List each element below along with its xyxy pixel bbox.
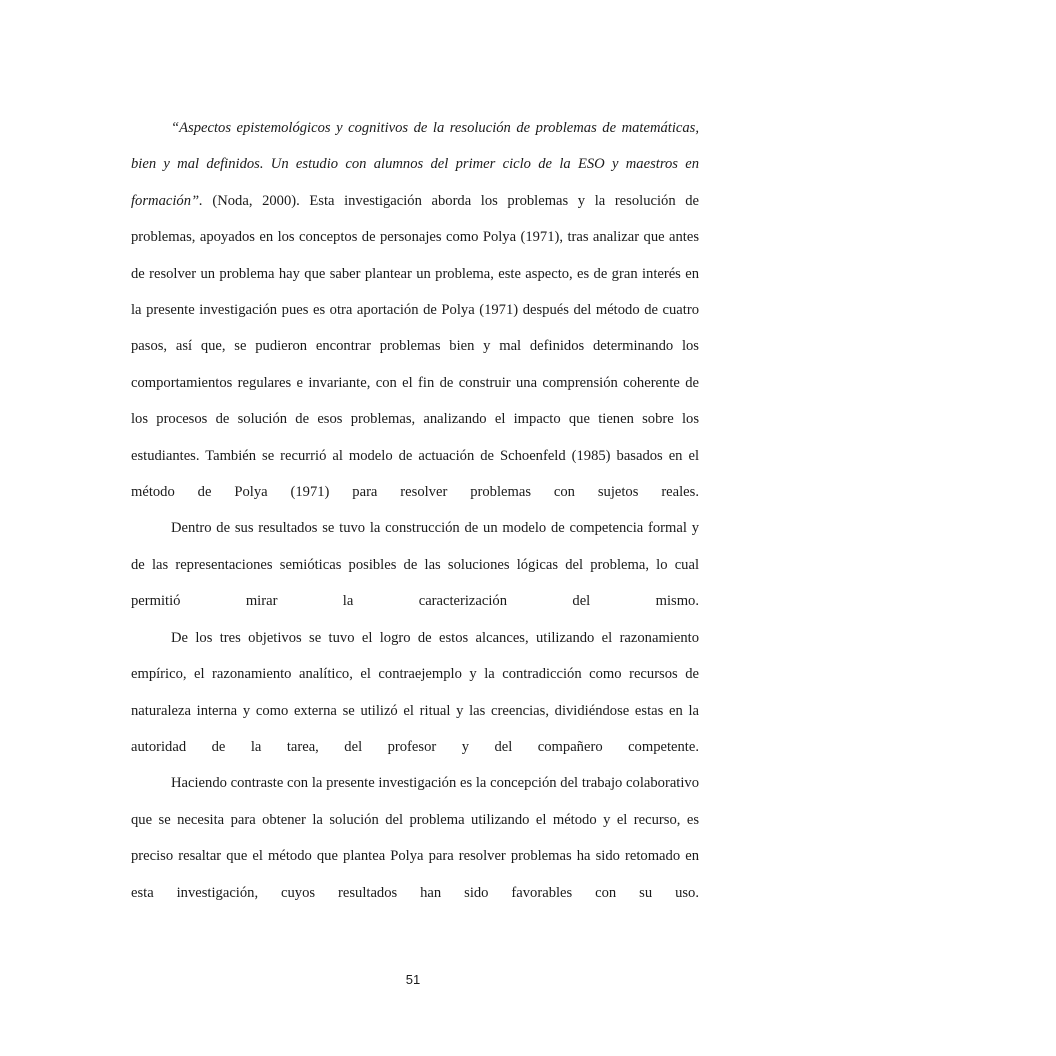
paragraph-3: De los tres objetivos se tuvo el logro de estos alcances, utilizando el razonamiento empírico, el razonamiento analítico, el contraejemplo y la contradicción como recursos de naturaleza interna y como externa se utilizó el ritual y las creencias, dividiéndose estas en la autoridad de la tarea, del profesor y del compañero competente. <box>131 629 699 755</box>
paragraph-4: Haciendo contraste con la presente investigación es la concepción del trabajo colaborativo que se necesita para obtener la solución del problema utilizando el método y el recurso, es preciso resaltar que el método que plantea Polya para resolver problemas ha sido retomado en esta investigación, cuyos resultados han sido favorables con su uso. <box>131 775 699 901</box>
cited-title: Aspectos epistemológicos y cognitivos de la resolución de problemas de matemáticas, bien y mal definidos. Un estudio con alumnos del primer ciclo de la ESO y maestros en formación <box>131 120 699 209</box>
open-quote: “ <box>171 120 180 136</box>
close-quote: ”. <box>191 192 213 209</box>
paragraph-1 <box>131 110 699 510</box>
paragraph-1-rest: (Noda, 2000). Esta investigación aborda los problemas y la resolución de problemas, apoyados en los conceptos de personajes como Polya (1971), tras analizar que antes de resolver un problema hay que saber plantear un problema, este aspecto, es de gran interés en la presente investigación pues es otra aportación de Polya (1971) después del método de cuatro pasos, así que, se pudieron encontrar problemas bien y mal definidos determinando los comportamientos regulares e invariante, con el fin de construir una comprensión coherente de los procesos de solución de esos problemas, analizando el impacto que tienen sobre los estudiantes. También se recurrió al modelo de actuación de Schoenfeld (1985) basados en el método de Polya (1971) para resolver problemas con sujetos reales. <box>131 192 699 501</box>
body-text <box>131 110 699 911</box>
page-number: 51 <box>405 972 421 987</box>
paragraph-2: Dentro de sus resultados se tuvo la construcción de un modelo de competencia formal y de las representaciones semióticas posibles de las soluciones lógicas del problema, lo cual permitió mirar la caracterización del mismo. <box>131 520 699 610</box>
